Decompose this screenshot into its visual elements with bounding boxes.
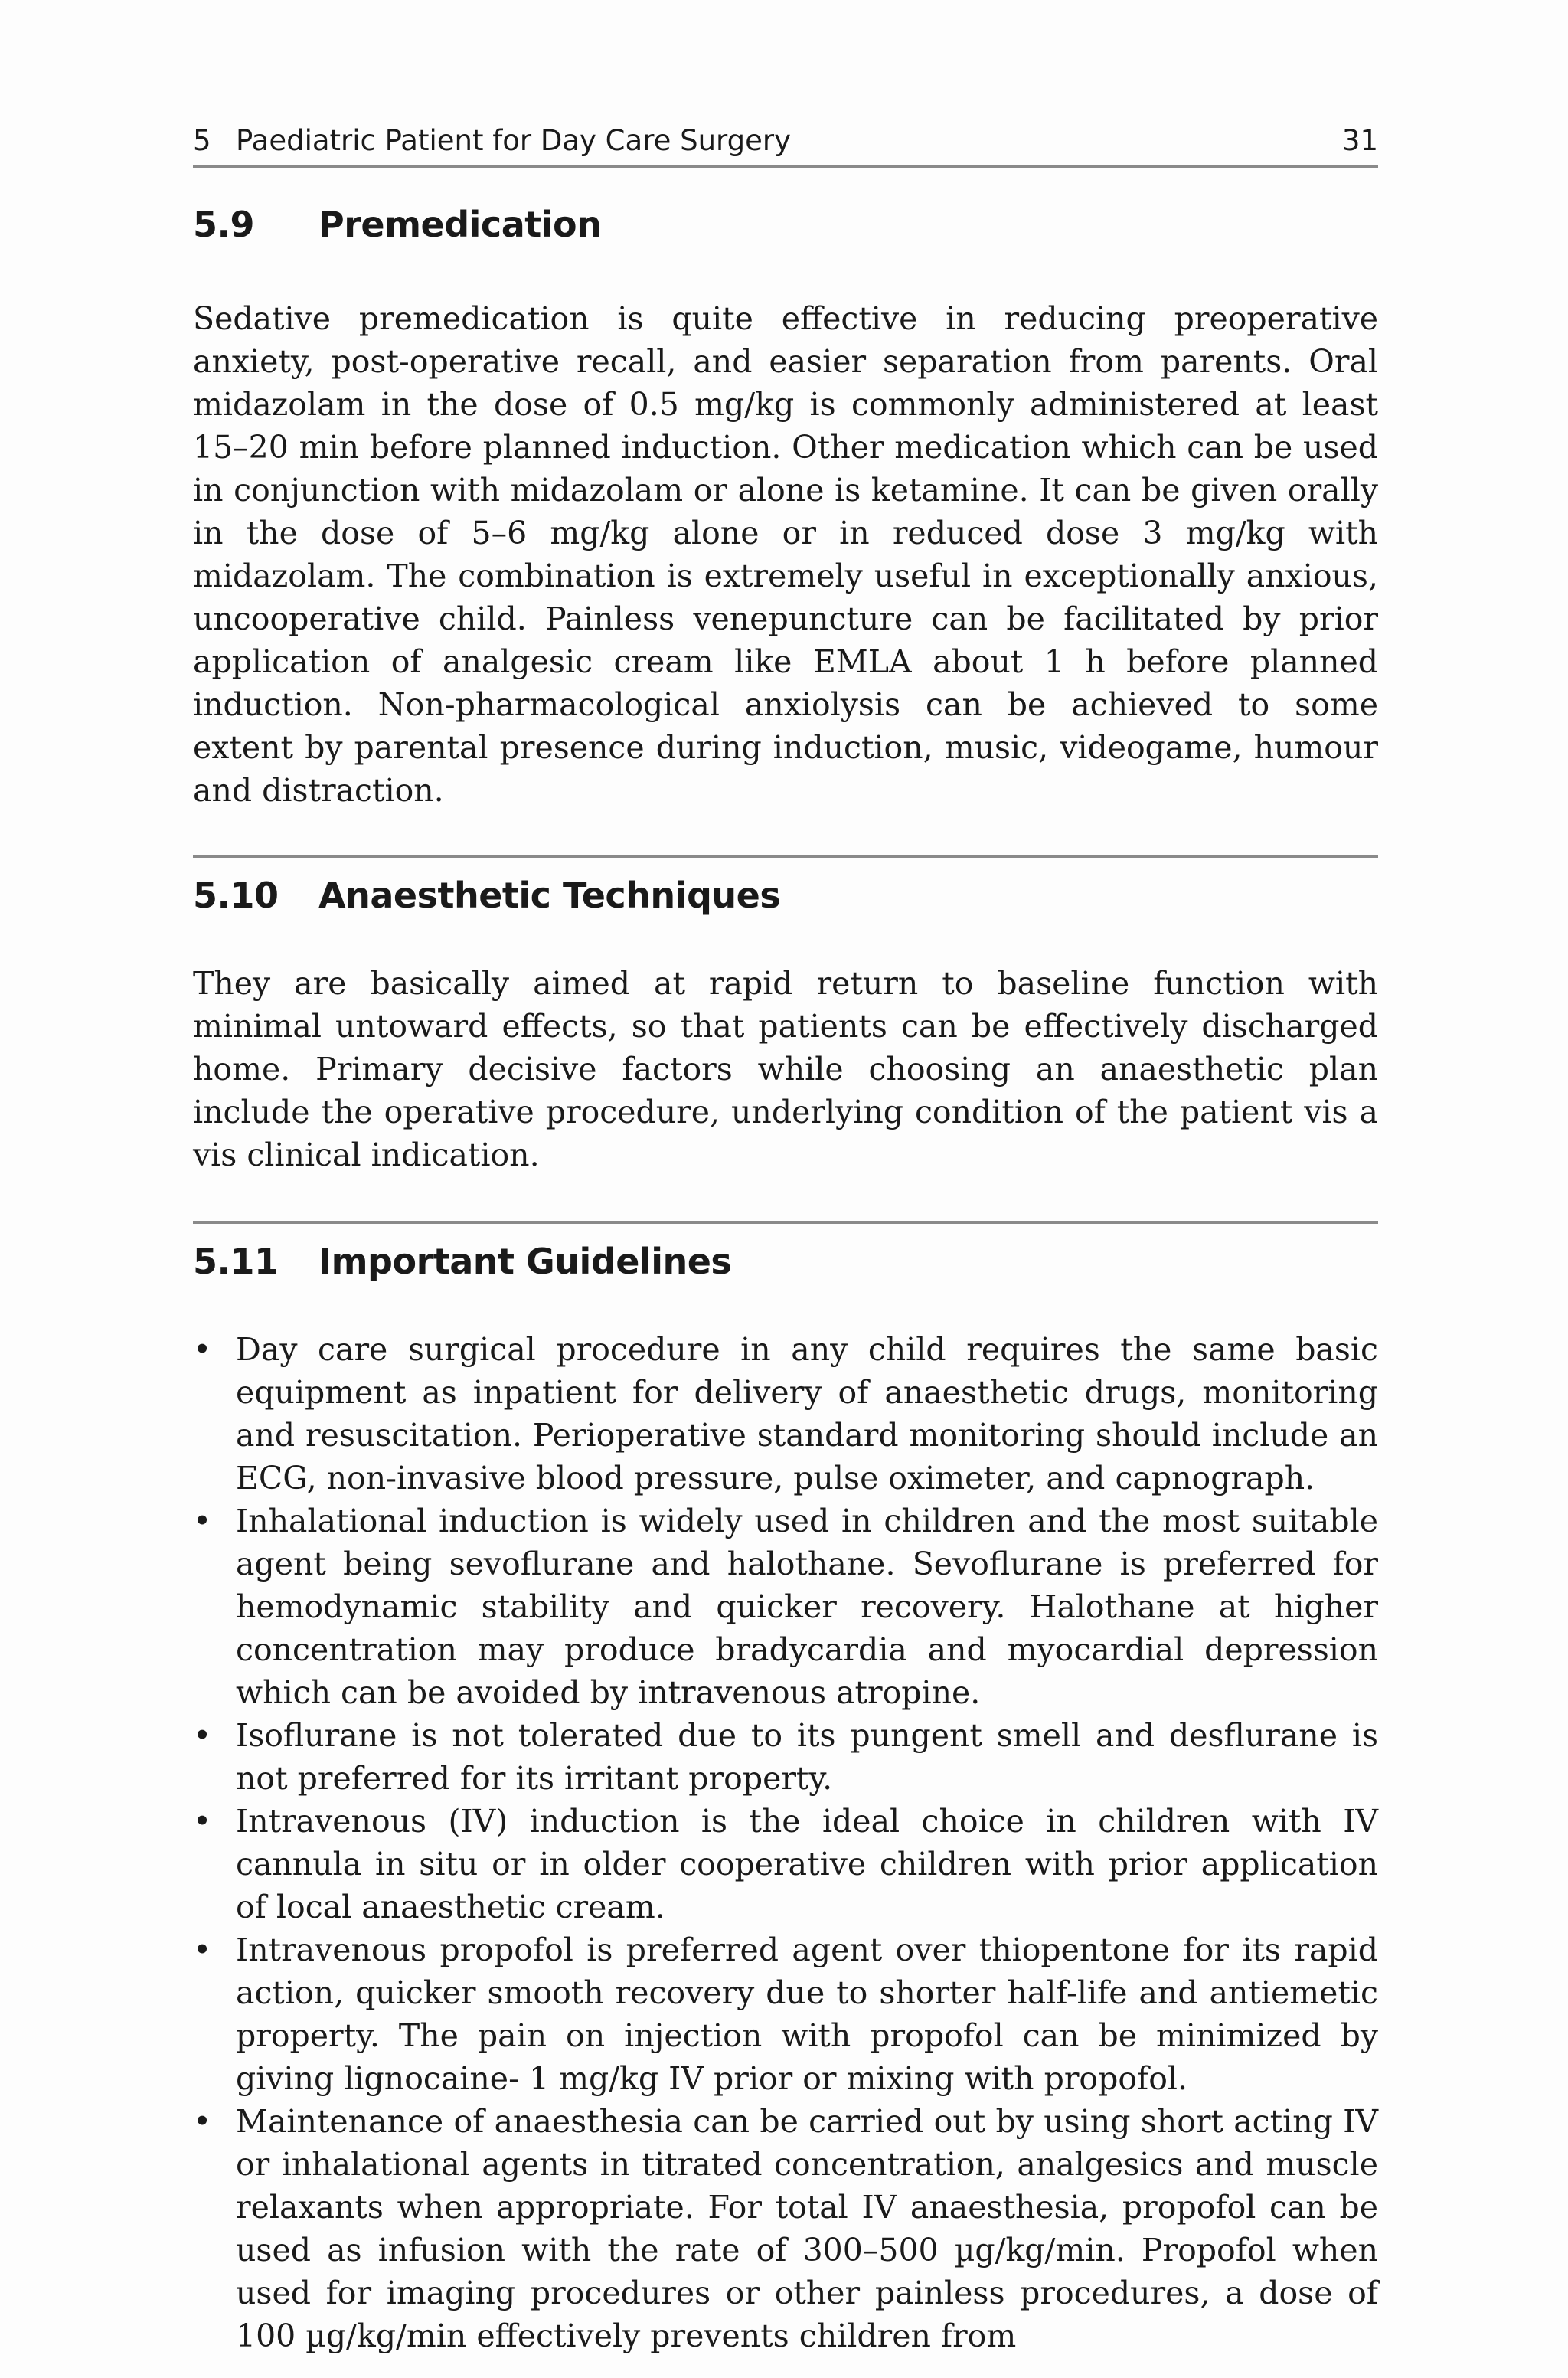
chapter-number: 5 bbox=[193, 124, 211, 157]
bullet-icon: • bbox=[193, 1503, 212, 1539]
section-title: Premedication bbox=[318, 204, 602, 245]
page-number: 31 bbox=[1341, 124, 1378, 157]
chapter-title: Paediatric Patient for Day Care Surgery bbox=[236, 124, 791, 157]
list-item bbox=[193, 1714, 1378, 1800]
section-heading bbox=[193, 204, 1378, 253]
section-heading bbox=[193, 875, 1378, 924]
list-item-text: Intravenous propofol is preferred agent over thiopentone for its rapid action, quicker smooth recovery due to shorter half-life and antiemetic property. The pain on injection with propofol can be minimized by giving lignocaine- 1 mg/kg IV prior or mixing with propofol. bbox=[236, 1932, 1378, 2097]
section-heading bbox=[193, 1241, 1378, 1290]
list-item bbox=[193, 1500, 1378, 1714]
running-head bbox=[193, 116, 1378, 168]
list-item bbox=[193, 1800, 1378, 1928]
section-paragraph: Sedative premedication is quite effective in reducing preoperative anxiety, post-operative recall, and easier separation from parents. Oral midazolam in the dose of 0.5 mg/kg is commonly administered at least 15–20 min before planned induction. Other medication which can be used in conjunction with midazolam or alone is ketamine. It can be given orally in the dose of 5–6 mg/kg alone or in reduced dose 3 mg/kg with midazolam. The combination is extremely useful in exceptionally anxious, uncooperative child. Painless venepuncture can be facilitated by prior application of analgesic cream like EMLA about 1 h before planned induction. Non-pharmacological anxiolysis can be achieved to some extent by parental presence during induction, music, videogame, humour and distraction. bbox=[193, 300, 1378, 809]
section-number: 5.9 bbox=[193, 204, 254, 245]
list-item bbox=[193, 1328, 1378, 1500]
list-item-text: Intravenous (IV) induction is the ideal choice in children with IV cannula in situ or in older cooperative children with prior application of local anaesthetic cream. bbox=[236, 1803, 1378, 1925]
list-item-text: Isoflurane is not tolerated due to its pungent smell and desflurane is not preferred for its irritant property. bbox=[236, 1717, 1378, 1797]
bullet-icon: • bbox=[193, 1331, 212, 1368]
section-important-guidelines bbox=[193, 1221, 1378, 2357]
section-title: Anaesthetic Techniques bbox=[318, 875, 781, 916]
section-paragraph: They are basically aimed at rapid return to baseline function with minimal untoward effects, so that patients can be effectively discharged home. Primary decisive factors while choosing an anaesthetic plan include the operative procedure, underlying condition of the patient vis a vis clinical indication. bbox=[193, 965, 1378, 1173]
section-anaesthetic-techniques bbox=[193, 855, 1378, 1176]
section-title: Important Guidelines bbox=[318, 1241, 732, 1282]
list-item-text: Inhalational induction is widely used in children and the most suitable agent being sevoflurane and halothane. Sevoflurane is preferred for hemodynamic stability and quicker recovery. Halothane at higher concentration may produce bradycardia and myocardial depression which can be avoided by intravenous atropine. bbox=[236, 1503, 1378, 1711]
list-item bbox=[193, 2100, 1378, 2357]
list-item-text: Maintenance of anaesthesia can be carried out by using short acting IV or inhalational agents in titrated concentration, analgesics and muscle relaxants when appropriate. For total IV anaesthesia, propofol can be used as infusion with the rate of 300–500 µg/kg/min. Propofol when used for imaging procedures or other painless procedures, a dose of 100 µg/kg/min effectively prevents children from bbox=[236, 2103, 1378, 2354]
bullet-icon: • bbox=[193, 1717, 212, 1754]
bullet-icon: • bbox=[193, 1932, 212, 1968]
section-number: 5.11 bbox=[193, 1241, 279, 1282]
section-divider bbox=[193, 1221, 1378, 1224]
page-content bbox=[193, 116, 1378, 2357]
section-divider bbox=[193, 855, 1378, 858]
bullet-icon: • bbox=[193, 2103, 212, 2140]
list-item-text: Day care surgical procedure in any child requires the same basic equipment as inpatient for delivery of anaesthetic drugs, monitoring and resuscitation. Perioperative standard monitoring should include an ECG, non-invasive blood pressure, pulse oximeter, and capnograph. bbox=[236, 1331, 1378, 1496]
list-item bbox=[193, 1928, 1378, 2100]
section-premedication bbox=[193, 204, 1378, 812]
guidelines-list bbox=[193, 1328, 1378, 2357]
bullet-icon: • bbox=[193, 1803, 212, 1840]
section-number: 5.10 bbox=[193, 875, 279, 916]
